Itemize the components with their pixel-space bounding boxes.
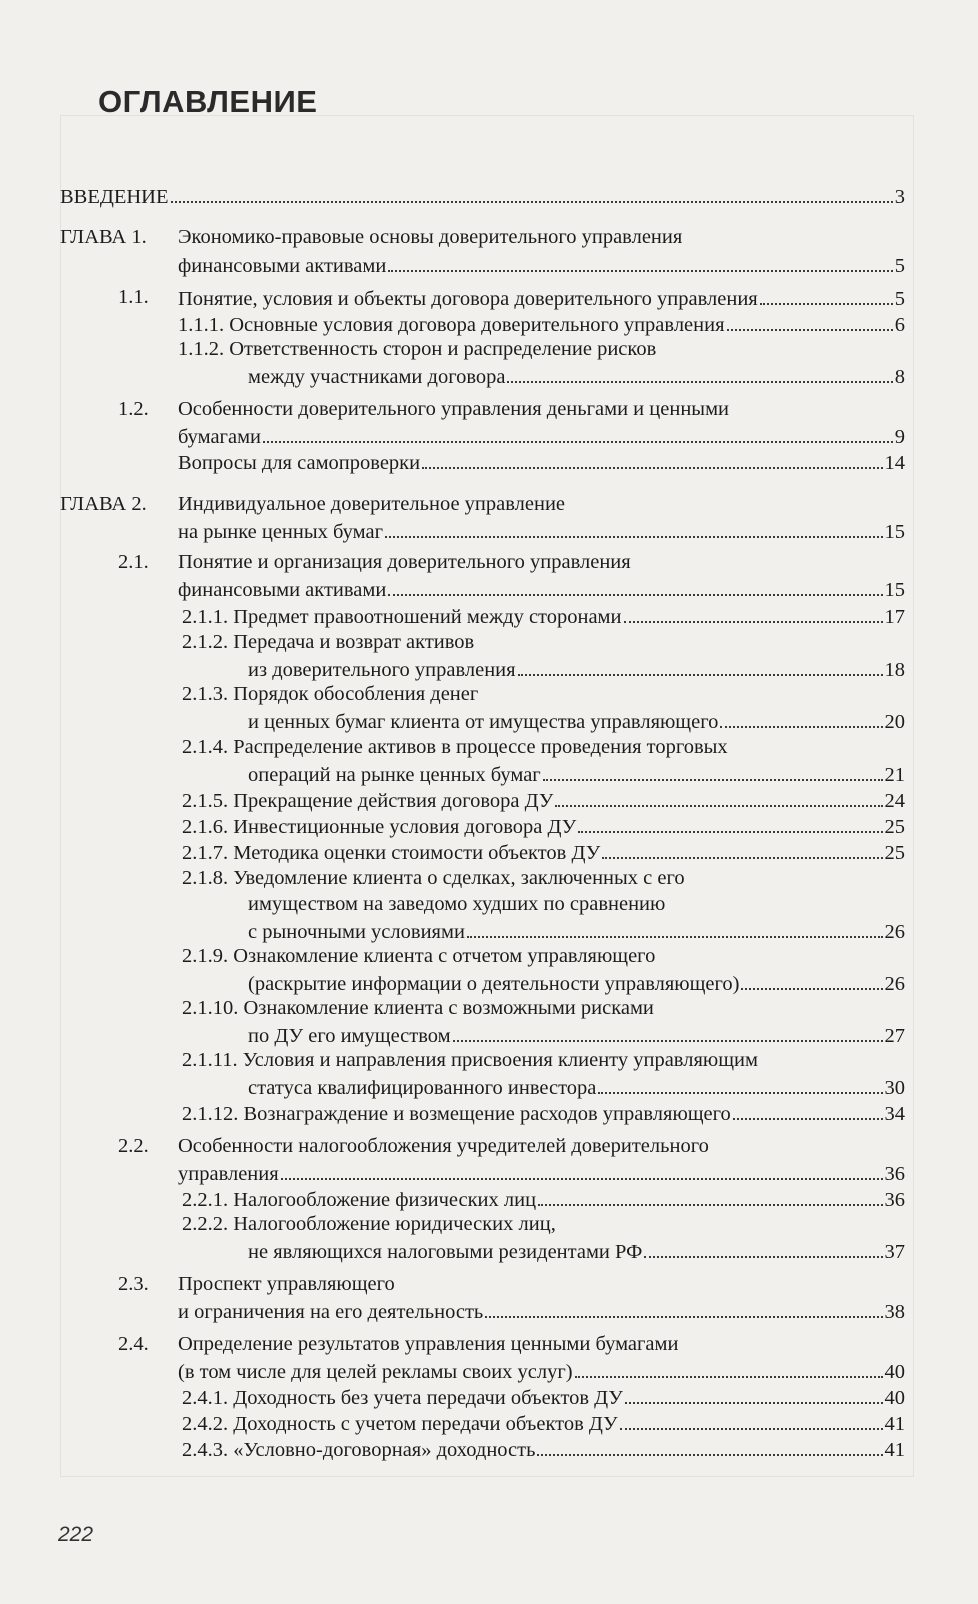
toc-entry — [0, 1237, 978, 1264]
toc-entry-title: 1.1.1. Основные условия договора доверительного управления — [178, 314, 725, 336]
dot-leader — [543, 760, 883, 781]
toc-entry-page: 5 — [894, 288, 905, 310]
toc-entry — [0, 1021, 978, 1048]
toc-entry-label: 2.2. — [118, 1135, 149, 1157]
toc-entry-title: Особенности налогообложения учредителей доверительного — [178, 1135, 709, 1157]
toc-entry — [0, 1185, 978, 1212]
dot-leader — [624, 602, 883, 623]
toc-entry — [0, 1099, 978, 1126]
toc-entry — [0, 995, 978, 1022]
toc-entry-page: 26 — [884, 973, 905, 995]
toc-entry — [0, 602, 978, 629]
page-title: ОГЛАВЛЕНИЕ — [98, 84, 318, 119]
toc-entry-title: по ДУ его имуществом — [248, 1025, 451, 1047]
toc-entry-title: Понятие и организация доверительного управления — [178, 551, 631, 573]
toc-entry — [0, 1159, 978, 1186]
toc-entry-page: 38 — [884, 1301, 905, 1323]
dot-leader — [602, 838, 882, 859]
toc-entry-page: 3 — [894, 186, 905, 208]
toc-entry-page: 34 — [884, 1103, 905, 1125]
toc-entry — [0, 812, 978, 839]
dot-leader — [388, 575, 882, 596]
dot-leader — [171, 182, 893, 203]
toc-entry-title: 2.1.12. Вознаграждение и возмещение расходов управляющего — [182, 1103, 731, 1125]
toc-entry — [0, 707, 978, 734]
toc-entry — [0, 838, 978, 865]
toc-entry-title: между участниками договора — [248, 366, 506, 388]
dot-leader — [578, 812, 882, 833]
toc-entry-page: 25 — [884, 842, 905, 864]
toc-entry-title: 2.1.5. Прекращение действия договора ДУ — [182, 790, 554, 812]
dot-leader — [388, 251, 892, 272]
toc-entry-page: 41 — [884, 1439, 905, 1461]
toc-entry — [0, 1047, 978, 1074]
dot-leader — [518, 655, 883, 676]
toc-entry-title: 2.1.2. Передача и возврат активов — [182, 631, 475, 653]
dot-leader — [467, 917, 883, 938]
toc-entry-page: 24 — [884, 790, 905, 812]
toc-entry — [0, 629, 978, 656]
toc-entry-title: 2.1.11. Условия и направления присвоения клиенту управляющим — [182, 1049, 758, 1071]
toc-entry-title: статуса квалифицированного инвестора — [248, 1077, 597, 1099]
toc-entry-title: Экономико-правовые основы доверительного управления — [178, 226, 683, 248]
dot-leader — [422, 448, 882, 469]
toc-entry-label: 2.4. — [118, 1333, 149, 1355]
toc-entry-label: ГЛАВА 2. — [60, 493, 147, 515]
toc-entry-title: (раскрытие информации о деятельности управляющего) — [248, 973, 740, 995]
toc-entry-title: 2.1.3. Порядок обособления денег — [182, 683, 479, 705]
toc-entry-title: 2.4.1. Доходность без учета передачи объектов ДУ — [182, 1387, 623, 1409]
toc-entry-title: управления — [178, 1163, 279, 1185]
toc-entry-page: 21 — [884, 764, 905, 786]
toc-entry-page: 14 — [884, 452, 905, 474]
toc-entry-page: 36 — [884, 1189, 905, 1211]
dot-leader — [485, 1297, 882, 1318]
dot-leader — [263, 422, 893, 443]
dot-leader — [281, 1159, 883, 1180]
toc-entry-label: 2.3. — [118, 1273, 149, 1295]
toc-entry-title: ВВЕДЕНИЕ — [60, 186, 169, 208]
toc-entry-page: 40 — [884, 1387, 905, 1409]
toc-entry-title: Понятие, условия и объекты договора доверительного управления — [178, 288, 758, 310]
toc-entry-title: на рынке ценных бумаг — [178, 521, 383, 543]
dot-leader — [620, 1409, 883, 1430]
toc-entry — [0, 891, 978, 918]
toc-entry-title: Проспект управляющего — [178, 1273, 395, 1295]
toc-entry-title: финансовыми активами — [178, 579, 387, 601]
toc-entry-page: 36 — [884, 1163, 905, 1185]
toc-entry-page: 26 — [884, 921, 905, 943]
toc-entry-page: 30 — [884, 1077, 905, 1099]
toc-entry-label: 1.1. — [118, 286, 149, 308]
toc-entry — [0, 310, 978, 337]
toc-entry — [0, 1357, 978, 1384]
toc-entry-title: 2.2.2. Налогообложение юридических лиц, — [182, 1213, 556, 1235]
toc-entry — [0, 865, 978, 892]
toc-entry — [0, 362, 978, 389]
toc-entry-title: 2.1.8. Уведомление клиента о сделках, заключенных с его — [182, 867, 685, 889]
toc-entry-title: и ценных бумаг клиента от имущества управляющего — [248, 711, 719, 733]
toc-entry — [0, 655, 978, 682]
toc-entry-page: 17 — [884, 606, 905, 628]
toc-entry-page: 9 — [894, 426, 905, 448]
toc-entry-title: из доверительного управления — [248, 659, 516, 681]
dot-leader — [760, 284, 893, 305]
toc-entry — [0, 1331, 978, 1358]
toc-entry — [0, 786, 978, 813]
toc-entry — [0, 1435, 978, 1462]
toc-entry — [0, 251, 978, 278]
toc-entry — [0, 422, 978, 449]
toc-entry — [0, 917, 978, 944]
toc-entry-page: 41 — [884, 1413, 905, 1435]
toc-entry-page: 8 — [894, 366, 905, 388]
toc-entry-title: (в том числе для целей рекламы своих услуг) — [178, 1361, 573, 1383]
toc-entry-page: 20 — [884, 711, 905, 733]
toc-entry-title: с рыночными условиями — [248, 921, 465, 943]
dot-leader — [644, 1237, 882, 1258]
dot-leader — [453, 1021, 883, 1042]
dot-leader — [575, 1357, 883, 1378]
toc-entry — [0, 284, 978, 311]
toc-entry-page: 40 — [884, 1361, 905, 1383]
dot-leader — [555, 786, 882, 807]
toc-entry-title: бумагами — [178, 426, 262, 448]
toc-entry-label: ГЛАВА 1. — [60, 226, 147, 248]
toc-entry-title: 2.4.2. Доходность с учетом передачи объектов ДУ — [182, 1413, 618, 1435]
toc-entry — [0, 491, 978, 518]
toc-entry — [0, 182, 978, 209]
toc-entry-page: 37 — [884, 1241, 905, 1263]
dot-leader — [625, 1383, 883, 1404]
dot-leader — [727, 310, 893, 331]
dot-leader — [385, 517, 883, 538]
toc-entry-title: 2.1.10. Ознакомление клиента с возможными рисками — [182, 997, 654, 1019]
dot-leader — [741, 969, 882, 990]
toc-entry-page: 25 — [884, 816, 905, 838]
dot-leader — [733, 1099, 883, 1120]
toc-entry-title: 1.1.2. Ответственность сторон и распределение рисков — [178, 338, 657, 360]
toc-entry-page: 5 — [894, 255, 905, 277]
toc-entry-title: 2.2.1. Налогообложение физических лиц — [182, 1189, 537, 1211]
toc-entry-title: Индивидуальное доверительное управление — [178, 493, 566, 515]
page-number: 222 — [58, 1523, 94, 1546]
toc-entry-title: 2.1.4. Распределение активов в процессе проведения торговых — [182, 736, 728, 758]
toc-entry — [0, 760, 978, 787]
toc-entry — [0, 734, 978, 761]
toc-entry — [0, 1073, 978, 1100]
toc-entry — [0, 1271, 978, 1298]
toc-entry-title: Вопросы для самопроверки — [178, 452, 421, 474]
dot-leader — [538, 1185, 882, 1206]
toc-entry-page: 15 — [884, 521, 905, 543]
toc-entry-page: 18 — [884, 659, 905, 681]
toc-entry — [0, 448, 978, 475]
toc-entry — [0, 1133, 978, 1160]
toc-entry-title: и ограничения на его деятельность — [178, 1301, 484, 1323]
toc-entry-title: 2.4.3. «Условно-договорная» доходность — [182, 1439, 536, 1461]
toc-entry — [0, 969, 978, 996]
toc-entry-label: 2.1. — [118, 551, 149, 573]
toc-entry — [0, 1409, 978, 1436]
toc-entry-title: Особенности доверительного управления деньгами и ценными — [178, 398, 730, 420]
toc-entry-page: 15 — [884, 579, 905, 601]
toc-entry — [0, 1211, 978, 1238]
toc-entry-page: 27 — [884, 1025, 905, 1047]
dot-leader — [537, 1435, 882, 1456]
dot-leader — [507, 362, 892, 383]
toc-entry-label: 1.2. — [118, 398, 149, 420]
toc-entry-title: операций на рынке ценных бумаг — [248, 764, 541, 786]
toc-entry — [0, 517, 978, 544]
toc-entry-title: финансовыми активами — [178, 255, 387, 277]
toc-entry — [0, 943, 978, 970]
toc-entry-title: 2.1.9. Ознакомление клиента с отчетом управляющего — [182, 945, 656, 967]
toc-entry-page: 6 — [894, 314, 905, 336]
toc-entry-title: 2.1.7. Методика оценки стоимости объектов ДУ — [182, 842, 601, 864]
dot-leader — [720, 707, 882, 728]
dot-leader — [598, 1073, 882, 1094]
toc-entry-title: Определение результатов управления ценными бумагами — [178, 1333, 679, 1355]
toc-entry — [0, 1297, 978, 1324]
toc-entry — [0, 681, 978, 708]
toc-entry-title: 2.1.6. Инвестиционные условия договора ДУ — [182, 816, 577, 838]
toc-entry — [0, 575, 978, 602]
toc-entry-title: не являющихся налоговыми резидентами РФ — [248, 1241, 643, 1263]
toc-entry — [0, 1383, 978, 1410]
toc-entry-title: имуществом на заведомо худших по сравнению — [248, 893, 666, 915]
toc-entry-title: 2.1.1. Предмет правоотношений между сторонами — [182, 606, 622, 628]
toc-entry — [0, 549, 978, 576]
toc-entry — [0, 396, 978, 423]
toc-entry — [0, 336, 978, 363]
toc-entry — [0, 224, 978, 251]
